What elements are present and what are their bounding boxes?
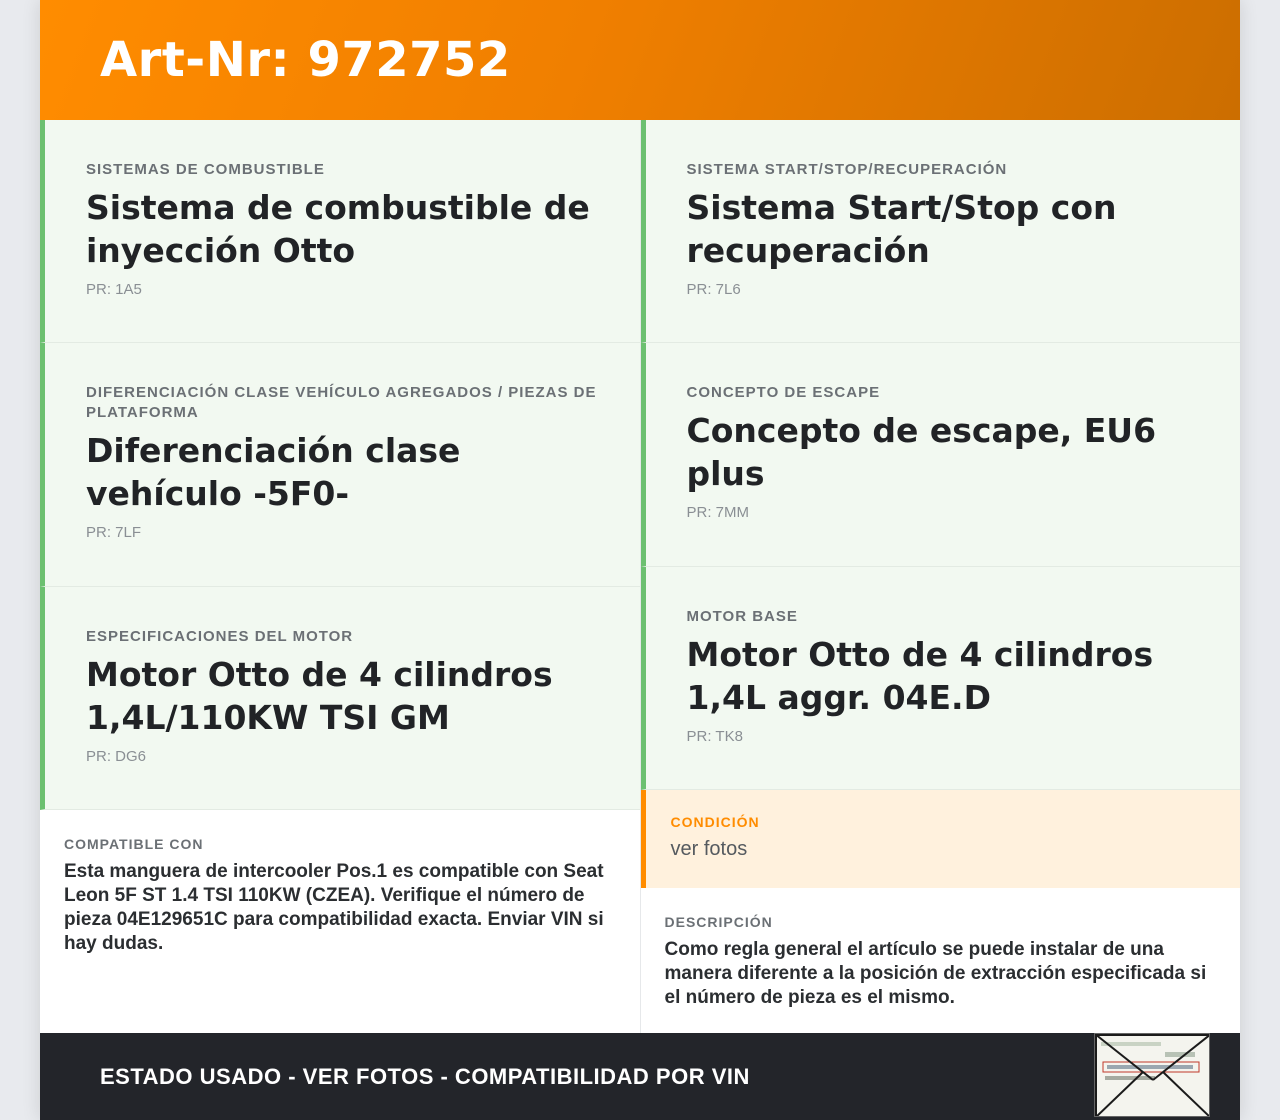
spec-title: Diferenciación clase vehículo -5F0- <box>86 431 461 513</box>
spec-card <box>641 120 1241 343</box>
spec-pr-code: PR: 7MM <box>686 504 750 521</box>
right-column <box>641 120 1241 1034</box>
spec-card <box>641 567 1241 790</box>
spec-card <box>641 343 1241 567</box>
spec-category: MOTOR BASE <box>686 608 798 625</box>
document-envelope-icon[interactable] <box>1094 1033 1210 1117</box>
spec-card <box>40 587 640 810</box>
compatibility-text: Esta manguera de intercooler Pos.1 es compatible con Seat Leon 5F ST 1.4 TSI 110KW (CZEA). Verifique el número de pieza 04E129651C para compatibilidad exacta. Enviar VIN si hay dudas. <box>64 861 604 954</box>
spec-category: SISTEMA START/STOP/RECUPERACIÓN <box>686 161 1008 178</box>
spec-pr-code: PR: 7LF <box>86 524 142 541</box>
spec-pr-code: PR: 7L6 <box>686 281 741 298</box>
article-number-title: Art-Nr: 972752 <box>100 32 511 88</box>
spec-title: Sistema Start/Stop con recuperación <box>686 188 1117 270</box>
condition-value: ver fotos <box>670 838 748 860</box>
spec-grid <box>40 120 1240 1034</box>
spec-title: Motor Otto de 4 cilindros 1,4L aggr. 04E.D <box>686 635 1154 717</box>
left-column <box>40 120 641 1034</box>
spec-category: CONCEPTO DE ESCAPE <box>686 384 881 401</box>
spec-category: SISTEMAS DE COMBUSTIBLE <box>86 161 325 178</box>
description-label: DESCRIPCIÓN <box>664 914 773 930</box>
spec-category: DIFERENCIACIÓN CLASE VEHÍCULO AGREGADOS / PIEZAS DE PLATAFORMA <box>86 384 597 421</box>
spec-pr-code: PR: 1A5 <box>86 281 142 298</box>
spec-card <box>40 120 640 343</box>
condition-section <box>641 790 1241 888</box>
spec-title: Motor Otto de 4 cilindros 1,4L/110KW TSI GM <box>86 655 553 737</box>
spec-card <box>40 343 640 587</box>
description-text: Como regla general el artículo se puede instalar de una manera diferente a la posición de extracción especificada si el número de pieza es el mismo. <box>664 939 1207 1008</box>
condition-label: CONDICIÓN <box>670 814 760 830</box>
product-sheet <box>40 0 1240 1120</box>
description-section <box>641 888 1241 1034</box>
footer-status-text: ESTADO USADO - VER FOTOS - COMPATIBILIDAD POR VIN <box>100 1063 750 1089</box>
compatibility-section <box>40 810 640 1034</box>
spec-pr-code: PR: TK8 <box>686 728 743 745</box>
spec-pr-code: PR: DG6 <box>86 748 147 765</box>
spec-category: ESPECIFICACIONES DEL MOTOR <box>86 628 354 645</box>
page-header <box>40 0 1240 120</box>
page-footer <box>40 1033 1240 1120</box>
compatibility-label: COMPATIBLE CON <box>64 836 204 852</box>
spec-title: Sistema de combustible de inyección Otto <box>86 188 590 270</box>
spec-title: Concepto de escape, EU6 plus <box>686 411 1157 493</box>
